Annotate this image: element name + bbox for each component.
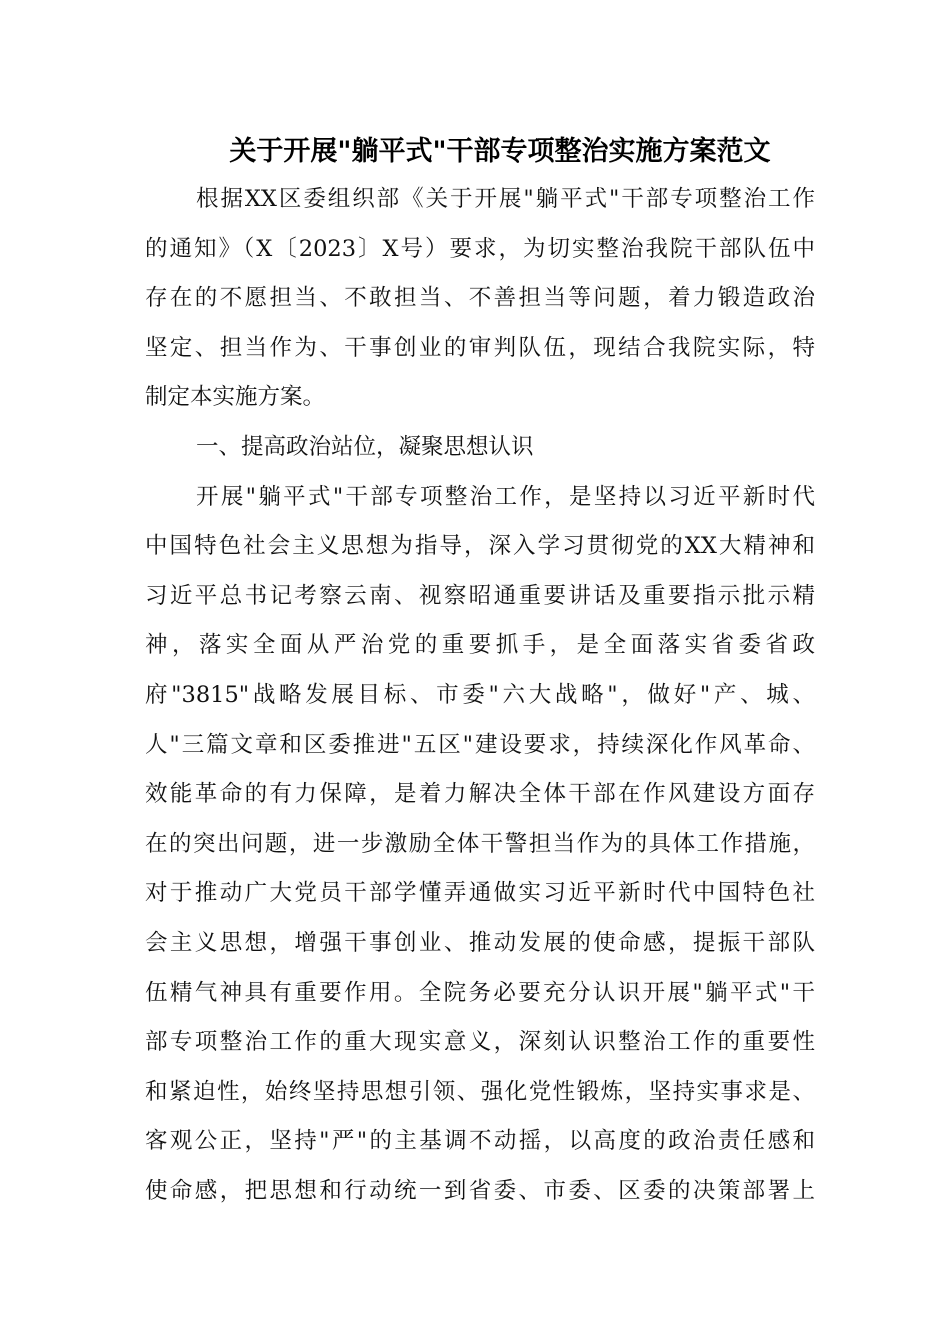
text-line: 的通知》（X〔2023〕X号）要求，为切实整治我院干部队伍中 — [145, 235, 815, 262]
text-line: 根据XX区委组织部《关于开展"躺平式"干部专项整治工作 — [196, 186, 815, 212]
text-line: 一、提高政治站位，凝聚思想认识 — [196, 433, 534, 460]
text-line: 伍精气神具有重要作用。全院务必要充分认识开展"躺平式"干 — [145, 979, 815, 1006]
text-line: 开展"躺平式"干部专项整治工作，是坚持以习近平新时代 — [196, 483, 815, 510]
document-body — [145, 175, 815, 1216]
text-line: 会主义思想，增强干事创业、推动发展的使命感，提振干部队 — [145, 929, 815, 956]
text-line: 使命感，把思想和行动统一到省委、市委、区委的决策部署上 — [145, 1177, 815, 1204]
document-title: 关于开展"躺平式"干部专项整治实施方案范文 — [229, 136, 771, 167]
text-line: 客观公正，坚持"严"的主基调不动摇，以高度的政治责任感和 — [145, 1128, 815, 1155]
text-line: 部专项整治工作的重大现实意义，深刻认识整治工作的重要性 — [145, 1029, 815, 1056]
text-line: 和紧迫性，始终坚持思想引领、强化党性锻炼，坚持实事求是、 — [145, 1078, 815, 1105]
text-line: 效能革命的有力保障，是着力解决全体干部在作风建设方面存 — [145, 781, 815, 808]
text-line: 在的突出问题，进一步激励全体干警担当作为的具体工作措施， — [145, 830, 815, 857]
text-line: 中国特色社会主义思想为指导，深入学习贯彻党的XX大精神和 — [145, 533, 815, 560]
text-line: 府"3815"战略发展目标、市委"六大战略"，做好"产、城、 — [145, 681, 815, 708]
text-line: 制定本实施方案。 — [145, 384, 326, 411]
text-line: 存在的不愿担当、不敢担当、不善担当等问题，着力锻造政治 — [145, 285, 815, 312]
text-line: 习近平总书记考察云南、视察昭通重要讲话及重要指示批示精 — [145, 582, 815, 609]
text-line: 坚定、担当作为、干事创业的审判队伍，现结合我院实际，特 — [145, 334, 815, 361]
text-line: 人"三篇文章和区委推进"五区"建设要求，持续深化作风革命、 — [145, 731, 815, 758]
text-line: 神，落实全面从严治党的重要抓手，是全面落实省委省政 — [145, 632, 815, 659]
text-line: 对于推动广大党员干部学懂弄通做实习近平新时代中国特色社 — [145, 880, 815, 907]
